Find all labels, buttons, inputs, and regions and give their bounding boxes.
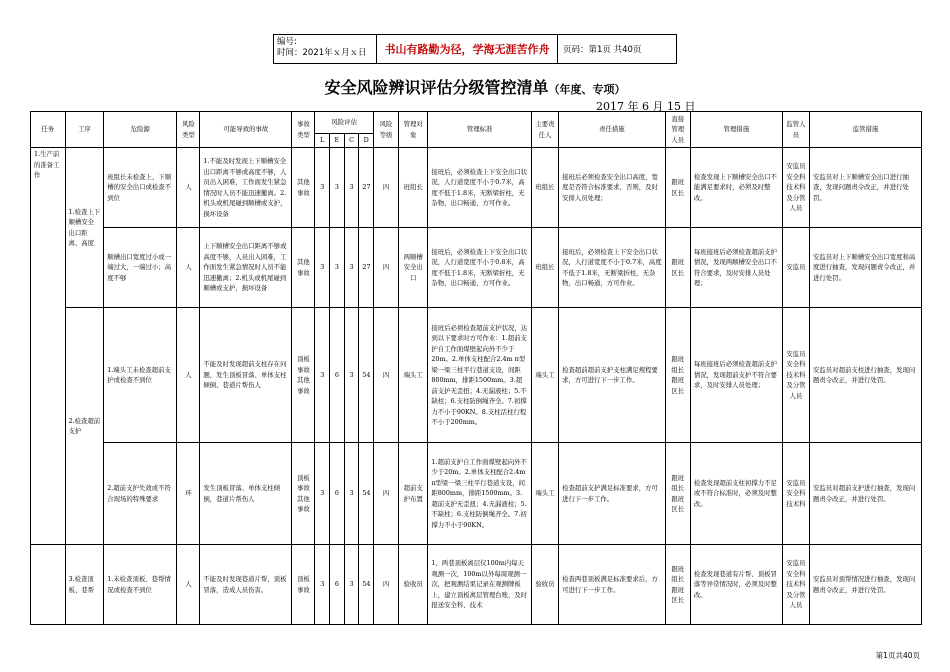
cell-sup: 安监员安全科技术科 (782, 443, 809, 545)
cell-risk-type: 人 (177, 148, 200, 228)
motto: 书山有路勤为径，学海无涯苦作舟 (377, 35, 558, 63)
cell-accident-type: 其他事故 (292, 228, 315, 308)
cell-e: 3 (330, 228, 345, 308)
cell-sup-measure: 安监员对超前支柱进行抽查，发现问题责令改正，并进行处罚。 (810, 308, 922, 443)
th-l: L (315, 134, 330, 148)
cell-hazard: 1.未检查顶板、巷帮情况或检查不到位 (104, 545, 177, 625)
title-sub: （年度、专项） (548, 83, 626, 96)
cell-process: 3.检查顶板、巷帮 (65, 545, 104, 625)
cell-direct: 跟班区长 (665, 148, 690, 228)
cell-sup-measure: 安监员对顶帮情况进行抽查，发现问题责令改正，并进行处罚。 (810, 545, 922, 625)
cell-risk-type: 环 (177, 443, 200, 545)
th-risk-type: 风险类型 (177, 112, 200, 148)
cell-sup: 安监员安全科技术科及分管人员 (782, 308, 809, 443)
cell-standard: 接班后必须检查超前支护状况，达到以下要求时方可作业：1.超前支护自工作面煤壁起向外不少于20m。2.单体支柱配合2.4m π型梁一梁三柱平行巷道支设，间距800mm，排距1500mm。3.超前支护无歪扭；4.无漏液柱；5.不缺柱；6.支柱防倒绳齐全。7.初撑力不小于90KN。8.支柱活柱行程不小于200mm。 (428, 308, 532, 443)
cell-accident-type: 顶板事故 (292, 545, 315, 625)
cell-direct: 跟班组长跟班区长 (665, 308, 690, 443)
cell-standard: 1、两巷顶板离层仪100m内每天观测一次，100m以外每周观测一次，把观测结果记录在观测牌板上，建立顶板离层管理台账，及时报送安全科、技术 (428, 545, 532, 625)
cell-accident: 1.不能及时发现上下顺槽安全出口距离不够或高度不够，人员出入困难，工作面发生紧急情况时人员不能迅速撤离。2.机头或机尾碰到顺槽或支护，损坏设备 (200, 148, 292, 228)
table-row (31, 228, 922, 308)
cell-accident: 不能及时发现超前支柱存在问题，发生顶板冒落、单体支柱倾倒、巷道片帮伤人 (200, 308, 292, 443)
cell-resp-measure: 接班后，必须检查上下安全出口状况，人行道宽度不小于0.7米，高度不低于1.8米，无断梁折柱，无杂物，出口畅通，方可作业。 (559, 228, 666, 308)
cell-risk-type: 人 (177, 545, 200, 625)
cell-direct: 跟班组长跟班区长 (665, 545, 690, 625)
th-accident-type: 事故类型 (292, 112, 315, 148)
cell-mgmt-measure: 检查发现上下顺槽安全出口不能满足要求时，必须及时整改。 (690, 148, 782, 228)
cell-object: 班组长 (399, 148, 428, 228)
cell-level: 四 (373, 148, 398, 228)
cell-e: 6 (330, 443, 345, 545)
cell-process: 1.检查上下顺槽安全出口距离、高度 (65, 148, 104, 308)
cell-hazard: 班组长未检查上、下顺槽的安全出口或检查不到位 (104, 148, 177, 228)
th-e: E (330, 134, 345, 148)
cell-l: 3 (315, 148, 330, 228)
header-row (31, 112, 922, 134)
th-resp-measure: 责任措施 (559, 112, 666, 148)
cell-resp: 班组长 (531, 148, 558, 228)
cell-hazard: 顺槽出口宽度过小或一端过大，一端过小；高度不够 (104, 228, 177, 308)
cell-sup: 安监员安全科技术科及分管人员 (782, 545, 809, 625)
cell-c: 3 (344, 148, 359, 228)
cell-object: 验收员 (399, 545, 428, 625)
th-d: D (359, 134, 374, 148)
cell-task-empty (31, 545, 66, 625)
cell-object: 超前支护布置 (399, 443, 428, 545)
th-object: 管理对象 (399, 112, 428, 148)
cell-resp: 验收员 (531, 545, 558, 625)
cell-d: 27 (359, 148, 374, 228)
cell-resp: 端头工 (531, 308, 558, 443)
th-accident: 可能导致的事故 (200, 112, 292, 148)
document-title (0, 78, 950, 100)
table-row (31, 545, 922, 625)
cell-sup-measure: 安监员对上下顺槽安全出口进行抽查，发现问题责令改正，并进行处罚。 (810, 148, 922, 228)
cell-task: 1.生产前的准备工作 (31, 148, 66, 545)
cell-level: 四 (373, 443, 398, 545)
th-mgmt-measure: 管理措施 (690, 112, 782, 148)
cell-accident-type: 其他事故 (292, 148, 315, 228)
cell-l: 3 (315, 228, 330, 308)
cell-object: 端头工 (399, 308, 428, 443)
th-risk-eval: 风险评估 (315, 112, 374, 134)
risk-table (30, 111, 922, 625)
cell-e: 6 (330, 545, 345, 625)
cell-mgmt-measure: 每班接班后必须检查超前支护情况，发现超前支护不符合要求，及时安排人员处理； (690, 308, 782, 443)
th-resp: 主要责任人 (531, 112, 558, 148)
title-main: 安全风险辨识评估分级管控清单 (324, 78, 549, 97)
cell-standard: 1.超前支护自工作面煤壁起向外不少于20m。2.单体支柱配合2.4m π型梁一梁三柱平行巷道支设，间距800mm，排距1500mm。3.超前支护无歪扭；4.无漏液柱；5.不缺柱；6.支柱防倒绳齐全。7.初撑力不小于90KN。 (428, 443, 532, 545)
cell-standard: 接班后，必须检查上下安全出口状况，人行道宽度不小于0.7米，高度不低于1.8米，无断梁折柱，无杂物，出口畅通，方可作业。 (428, 148, 532, 228)
cell-l: 3 (315, 443, 330, 545)
cell-process: 2.检查超前支护 (65, 308, 104, 545)
th-standard: 管理标准 (428, 112, 532, 148)
cell-direct: 跟班组长跟班区长 (665, 443, 690, 545)
table-row (31, 443, 922, 545)
cell-standard: 接班后，必须检查上下安全出口状况，人行道宽度不小于0.8米，高度不低于1.8米，无断梁折柱，无杂物，出口畅通，方可作业。 (428, 228, 532, 308)
cell-sup-measure: 安监员对超前支护进行抽查，发现问题责令改正，并进行处罚。 (810, 443, 922, 545)
cell-resp-measure: 检查超前超前支护支柱满足规程要求，方可进行下一步工作。 (559, 308, 666, 443)
cell-l: 3 (315, 545, 330, 625)
cell-level: 四 (373, 545, 398, 625)
cell-level: 四 (373, 308, 398, 443)
cell-hazard: 2.超前支护失效或不符合现场的特殊要求 (104, 443, 177, 545)
cell-object: 两顺槽安全出口 (399, 228, 428, 308)
cell-mgmt-measure: 检查发现巷道有片帮、顶板冒落等异常情况时，必须及时整改。 (690, 545, 782, 625)
cell-accident-type: 顶板事故其他事故 (292, 308, 315, 443)
cell-c: 3 (344, 443, 359, 545)
cell-d: 27 (359, 228, 374, 308)
cell-risk-type: 人 (177, 308, 200, 443)
th-sup: 监管人员 (782, 112, 809, 148)
th-sup-measure: 监管措施 (810, 112, 922, 148)
cell-d: 54 (359, 545, 374, 625)
cell-resp-measure: 接班后必须检查安全出口高度，宽度是否符合标准要求，否则，及时安排人员处理； (559, 148, 666, 228)
cell-hazard: 1.端头工未检查超前支护或检查不到位 (104, 308, 177, 443)
cell-risk-type: 人 (177, 228, 200, 308)
cell-c: 3 (344, 308, 359, 443)
th-direct: 直接管理人员 (665, 112, 690, 148)
cell-resp-measure: 检查超前支护满足标准要求，方可进行下一步工作。 (559, 443, 666, 545)
time-label: 时间：2021年ｘ月ｘ日 (277, 48, 367, 58)
page-header-box (273, 34, 677, 64)
document-date: 2017 年 6 月 15 日 (596, 100, 696, 113)
cell-c: 3 (344, 228, 359, 308)
cell-sup: 安监员 (782, 228, 809, 308)
cell-mgmt-measure: 每班接班后必须检查超前支护情况，发现两顺槽安全出口不符合要求，及时安排人员处理； (690, 228, 782, 308)
page-footer: 第1页共40页 (875, 651, 920, 660)
cell-sup-measure: 安监员对上下顺槽安全出口宽度和高度进行抽查，发现问题责令改正，并进行处罚。 (810, 228, 922, 308)
cell-accident: 发生顶板冒落、单体支柱倾倒，巷道片帮伤人 (200, 443, 292, 545)
cell-accident: 上下顺槽安全出口距离不够或高度不够，人员出入困难，工作面发生紧急情况时人员不能迅速撤离；2.机头或机尾碰到顺槽或支护，损坏设备 (200, 228, 292, 308)
th-process: 工序 (65, 112, 104, 148)
cell-c: 3 (344, 545, 359, 625)
cell-mgmt-measure: 检查发现超前支柱初撑力不足或不符合标准时，必须及时整改。 (690, 443, 782, 545)
page-label: 页码：第1页 共40页 (563, 45, 642, 55)
th-task: 任务 (31, 112, 66, 148)
cell-l: 3 (315, 308, 330, 443)
cell-sup: 安监员安全科技术科及分管人员 (782, 148, 809, 228)
table-row (31, 148, 922, 228)
cell-e: 6 (330, 308, 345, 443)
cell-accident: 不能及时发现巷道片帮、顶板冒落，造成人员伤害。 (200, 545, 292, 625)
cell-resp-measure: 检查两巷顶板满足标准要求后，方可进行下一步工作。 (559, 545, 666, 625)
cell-d: 54 (359, 443, 374, 545)
code-label: 编号: (277, 37, 297, 47)
cell-level: 四 (373, 228, 398, 308)
cell-d: 54 (359, 308, 374, 443)
cell-resp: 端头工 (531, 443, 558, 545)
cell-e: 3 (330, 148, 345, 228)
cell-direct: 跟班区长 (665, 228, 690, 308)
th-c: C (344, 134, 359, 148)
cell-resp: 班组长 (531, 228, 558, 308)
table-row (31, 308, 922, 443)
th-hazard: 危险源 (104, 112, 177, 148)
th-level: 风险等级 (373, 112, 398, 148)
cell-accident-type: 顶板事故其他事故 (292, 443, 315, 545)
header-meta (274, 35, 377, 63)
